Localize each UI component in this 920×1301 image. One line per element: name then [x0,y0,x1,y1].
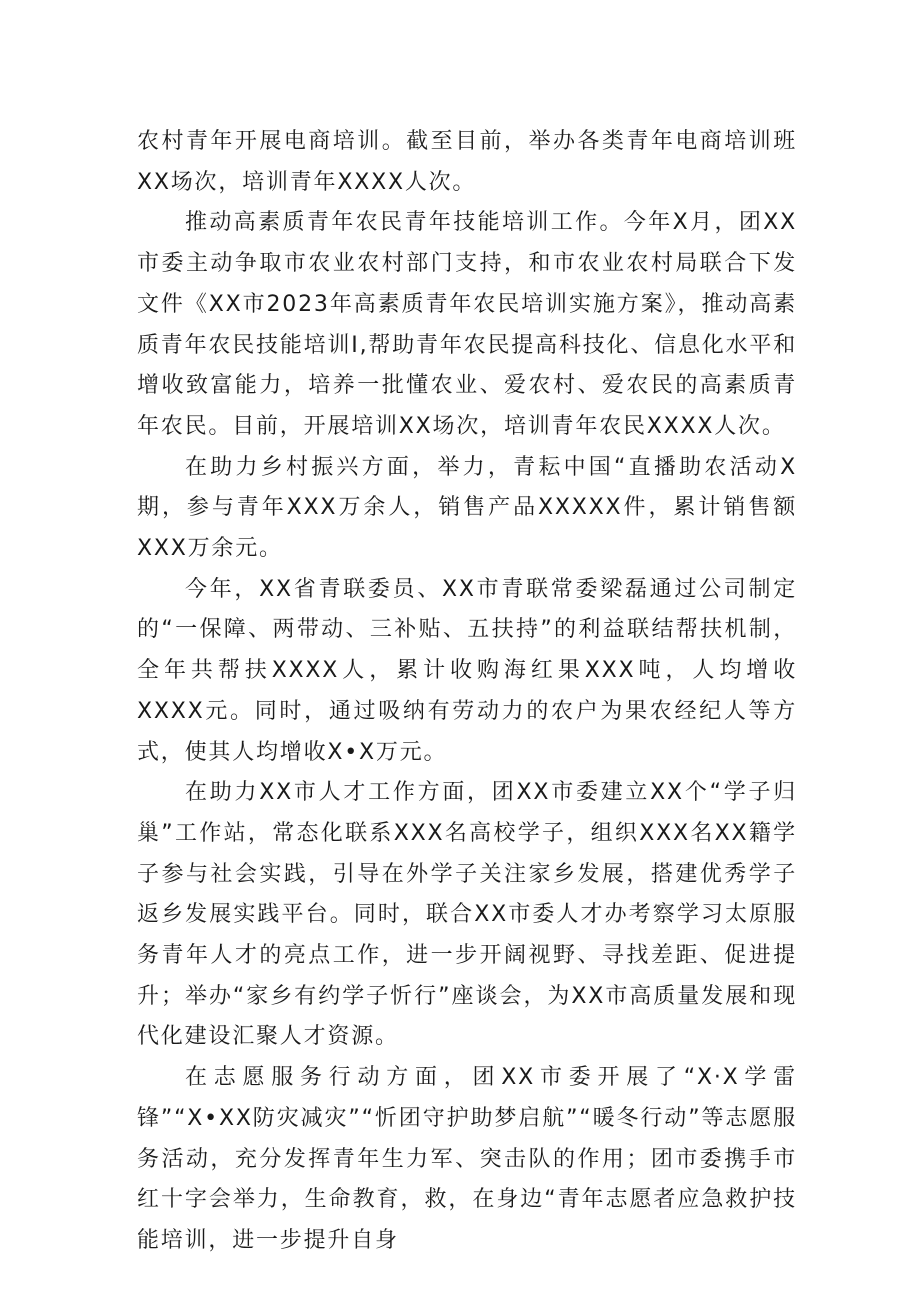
paragraph-4: 今年，XX省青联委员、XX市青联常委梁磊通过公司制定的“一保障、两带动、三补贴、五扶持”的利益联结帮扶机制，全年共帮扶XXXX人，累计收购海红果XXX吨，人均增收XXXX元。同时，通过吸纳有劳动力的农户为果农经纪人等方式，使其人均增收X•X万元。 [137,576,797,765]
paragraph-2: 推动高素质青年农民青年技能培训工作。今年X月，团XX市委主动争取市农业农村部门支持，和市农业农村局联合下发文件《XX市2023年高素质青年农民培训实施方案》，推动高素质青年农民技能培训I,帮助青年农民提高科技化、信息化水平和增收致富能力，培养一批懂农业、爱农村、爱农民的高素质青年农民。目前，开展培训XX场次，培训青年农民XXXX人次。 [137,210,797,439]
paragraph-6: 在志愿服务行动方面，团XX市委开展了“X·X学雷锋”“X•XX防灾减灾”“忻团守护助梦启航”“暖冬行动”等志愿服务活动，充分发挥青年生力军、突击队的作用；团市委携手市红十字会举力，生命教育，救，在身边“青年志愿者应急救护技能培训，进一步提升自身 [137,1065,797,1253]
paragraph-1: 农村青年开展电商培训。截至目前，举办各类青年电商培训班XX场次，培训青年XXXX人次。 [137,129,797,195]
paragraph-3: 在助力乡村振兴方面，举力，青耘中国“直播助农活动X期，参与青年XXX万余人，销售产品XXXXX件，累计销售额XXX万余元。 [137,454,797,562]
paragraph-5: 在助力XX市人才工作方面，团XX市委建立XX个“学子归巢”工作站，常态化联系XXX名高校学子，组织XXX名XX籍学子参与社会实践，引导在外学子关注家乡发展，搭建优秀学子返乡发展实践平台。同时，联合XX市委人才办考察学习太原服务青年人才的亮点工作，进一步开阔视野、寻找差距、促进提升；举办“家乡有约学子忻行”座谈会，为XX市高质量发展和现代化建设汇聚人才资源。 [137,780,797,1050]
document-body [137,122,797,1262]
